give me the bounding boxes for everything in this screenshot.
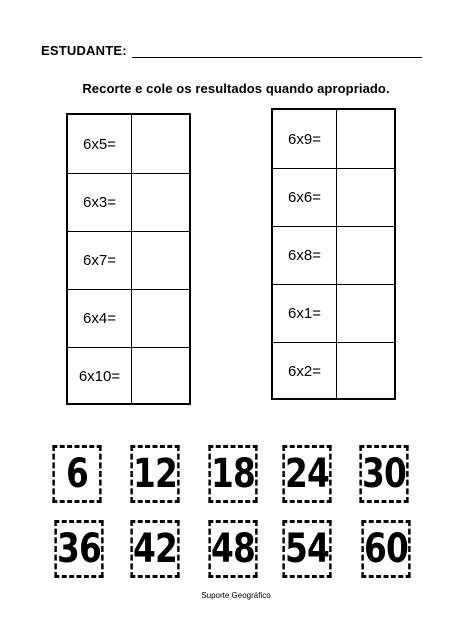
answer-cell[interactable] <box>337 343 394 400</box>
answer-cell[interactable] <box>132 290 189 347</box>
grid-row <box>273 110 394 168</box>
answer-cell[interactable] <box>337 169 394 226</box>
instruction-text: Recorte e cole os resultados quando apropriado. <box>82 81 390 96</box>
multiplication-question: 6x1= <box>273 285 337 342</box>
multiplication-grid-left <box>66 113 191 405</box>
answer-tile[interactable]: 6 <box>52 445 101 503</box>
answer-cell[interactable] <box>337 285 394 342</box>
answer-tile[interactable]: 30 <box>359 445 408 503</box>
footer-credit: Suporte Geográfico <box>201 591 271 600</box>
multiplication-question: 6x9= <box>273 110 337 168</box>
answer-cell[interactable] <box>132 348 189 405</box>
answer-tile[interactable]: 18 <box>208 445 257 503</box>
multiplication-question: 6x10= <box>68 348 132 405</box>
multiplication-question: 6x7= <box>68 232 132 289</box>
answer-cell[interactable] <box>132 174 189 231</box>
multiplication-question: 6x8= <box>273 227 337 284</box>
grid-row <box>68 173 189 231</box>
grid-row <box>273 168 394 226</box>
answer-cell[interactable] <box>337 110 394 168</box>
grid-row <box>68 115 189 173</box>
answer-cell[interactable] <box>132 232 189 289</box>
student-name-row <box>41 43 423 63</box>
multiplication-question: 6x6= <box>273 169 337 226</box>
student-name-line[interactable] <box>132 57 422 58</box>
multiplication-question: 6x5= <box>68 115 132 173</box>
grid-row <box>273 342 394 400</box>
grid-row <box>273 226 394 284</box>
answer-tile[interactable]: 60 <box>361 520 410 578</box>
multiplication-grid-right <box>271 108 396 400</box>
answer-tile[interactable]: 24 <box>282 445 331 503</box>
answer-tile[interactable]: 48 <box>208 520 257 578</box>
answer-tile[interactable]: 54 <box>282 520 331 578</box>
multiplication-question: 6x2= <box>273 343 337 400</box>
multiplication-question: 6x4= <box>68 290 132 347</box>
answer-tile[interactable]: 42 <box>130 520 179 578</box>
grid-row <box>68 347 189 405</box>
grid-row <box>68 289 189 347</box>
answer-cell[interactable] <box>337 227 394 284</box>
answer-cell[interactable] <box>132 115 189 173</box>
answer-tile[interactable]: 12 <box>130 445 179 503</box>
grid-row <box>273 284 394 342</box>
answer-tile[interactable]: 36 <box>54 520 103 578</box>
student-label: ESTUDANTE: <box>41 43 127 58</box>
multiplication-question: 6x3= <box>68 174 132 231</box>
grid-row <box>68 231 189 289</box>
